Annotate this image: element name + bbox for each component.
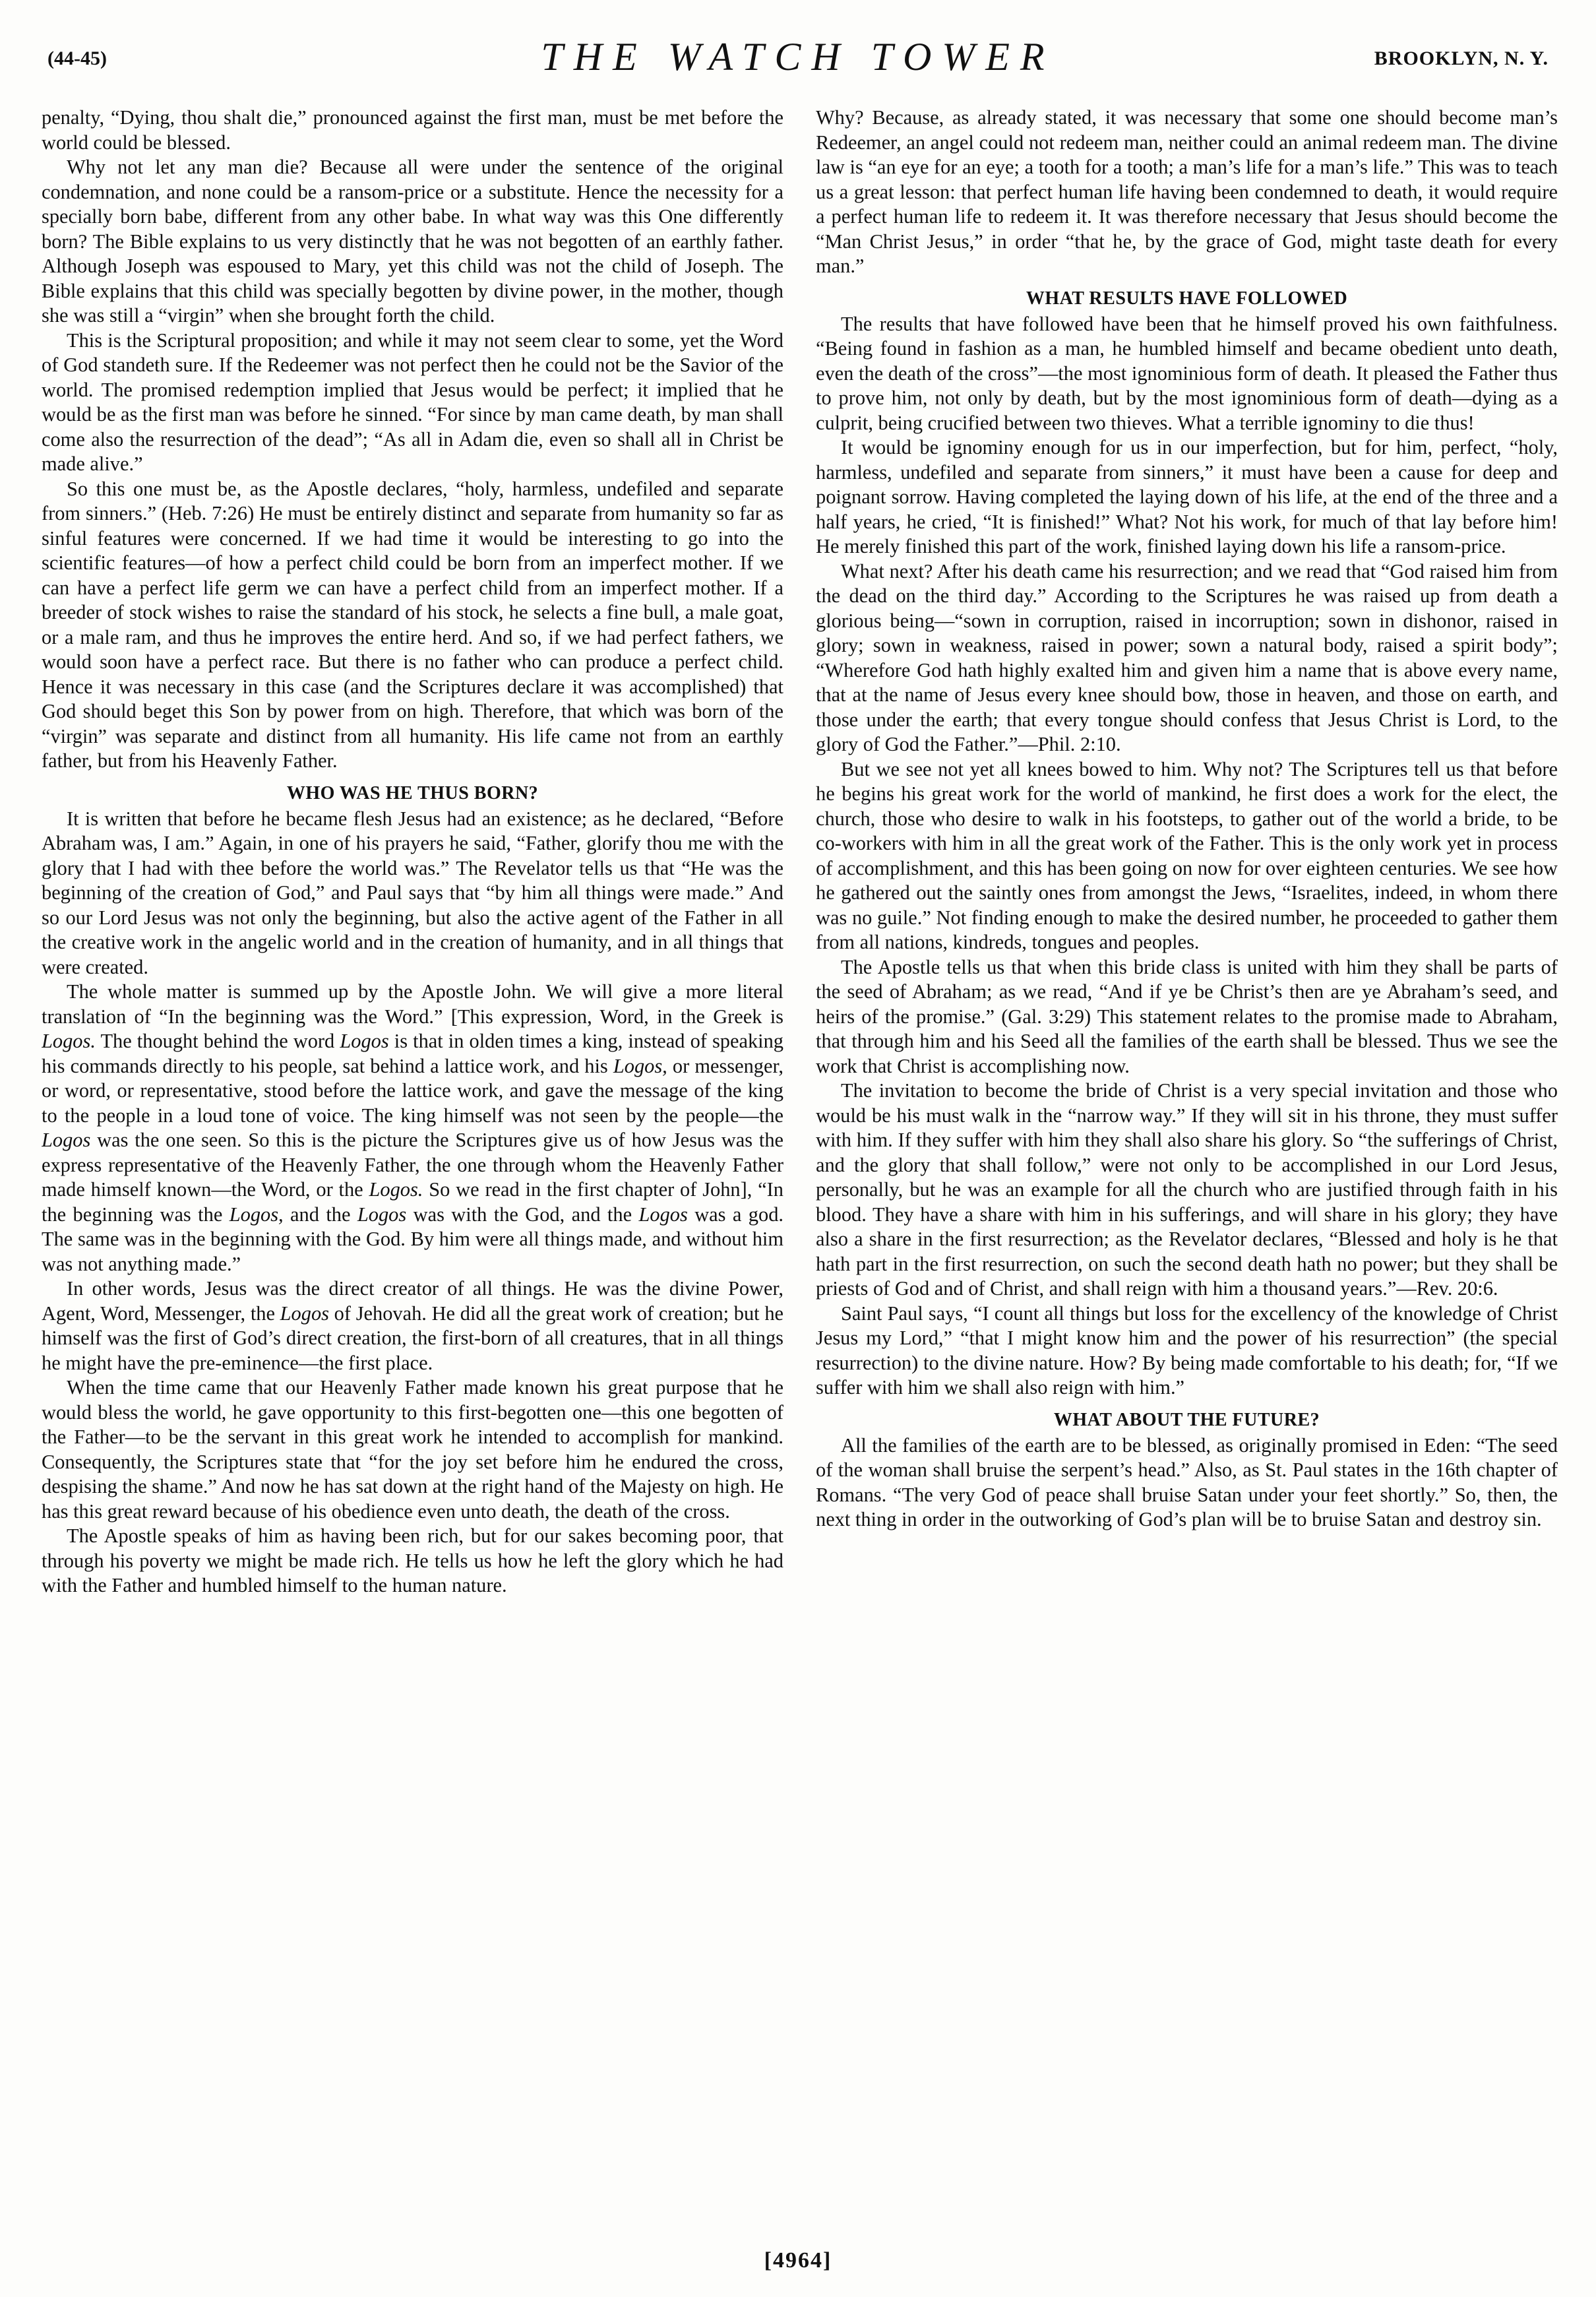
text-run: was a god. The same was in the beginning with the God. By him were all things made, and without him was not anything made.” bbox=[42, 1203, 783, 1275]
page-numbers: (44-45) bbox=[47, 47, 107, 69]
paragraph: The Apostle speaks of him as having been rich, but for our sakes becoming poor, that through his poverty we might be made rich. He tells us how he left the glory which he had with the Father and humbled himself to the human nature. bbox=[42, 1525, 783, 1596]
italic-term: Logos bbox=[280, 1302, 329, 1325]
text-run: and the bbox=[283, 1203, 357, 1226]
paragraph: When the time came that our Heavenly Father made known his great purpose that he would bless the world, he gave opportunity to this first-begotten one—this one begotten of the Father—to be the servant in this great work he intended to accomplish for mankind. Consequently, the Scriptures state that “for the joy set before him he endured the cross, despising the shame.” And now he has sat down at the right hand of the Majesty on high. He has this great reward because of his obedience even unto death, the death of the cross. bbox=[42, 1376, 783, 1523]
paragraph: But we see not yet all knees bowed to him. Why not? The Scriptures tell us that before he begins his great work for the world of mankind, he first does a work for the elect, the church, those who desire to walk in his footsteps, to gather out of the world a bride, to be co-workers with him in all the great work of the Father. This is the only work yet in process of accomplishment, and this has been going on now for over eighteen centuries. We see how he gathered out the saintly ones from amongst the Jews, “Israelites, indeed, in whom there was no guile.” Not finding enough to make the desired number, he proceeded to gather them from all nations, kindreds, tongues and peoples. bbox=[816, 757, 1558, 953]
italic-term: Logos bbox=[340, 1030, 389, 1052]
left-column bbox=[42, 106, 783, 2223]
text-run: or messenger, or word, or representative, stood before the lattice work, and gave the message of the king to the people in a loud tone of voice. The king himself was not seen by the people—the bbox=[42, 1054, 783, 1127]
publication-place: BROOKLYN, N. Y. bbox=[1374, 47, 1549, 69]
text-run: The thought behind the word bbox=[95, 1030, 340, 1052]
italic-term: Logos. bbox=[369, 1178, 423, 1201]
text-run: was with the God, and the bbox=[406, 1203, 639, 1226]
paragraph: What next? After his death came his resurrection; and we read that “God raised him from the dead on the third day.” According to the Scriptures he was raised up from death a glorious being—“sown in corruption, raised in incorruption; sown in dishonor, raised in glory; sown in weakness, raised in power; sown a natural body, raised a spirit body”; “Wherefore God hath highly exalted him and given him a name that is above every name, that at the name of Jesus every knee should bow, those in heaven, and those on earth, and those under the earth; that every tongue should confess that Jesus Christ is Lord, to the glory of God the Father.”—Phil. 2:10. bbox=[816, 559, 1558, 755]
paragraph: The results that have followed have been that he himself proved his own faithfulness. “Being found in fashion as a man, he humbled himself and became obedient unto death, even the death of the cross”—the most ignominious form of death. It pleased the Father thus to prove him, not only by death, but by the most ignominious form of death—dying as a culprit, being crucified between two thieves. What a terrible ignominy to die thus! bbox=[816, 312, 1558, 434]
paragraph: Why? Because, as already stated, it was necessary that some one should become man’s Redeemer, an angel could not redeem man, neither could an animal redeem man. The divine law is “an eye for an eye; a tooth for a tooth; a man’s life for a man’s life.” This was to teach us a great lesson: that perfect human life having been condemned to death, it would require a perfect human life to redeem it. It was therefore necessary that Jesus should become the “Man Christ Jesus,” in order “that he, by the grace of God, might taste death for every man.” bbox=[816, 106, 1558, 277]
text-run: is that in olden times a king, instead of speaking his commands directly to his people, sat behind a lattice work, and his bbox=[42, 1030, 783, 1077]
paragraph: The Apostle tells us that when this bride class is united with him they shall be parts of the seed of Abraham; as we read, “And if ye be Christ’s then are ye Abraham’s seed, and heirs of the promise.” (Gal. 3:29) This statement relates to the promise made to Abraham, that through him and his Seed all the families of the earth shall be blessed. Thus we see the work that Christ is accomplishing now. bbox=[816, 955, 1558, 1077]
section-heading: WHO WAS HE THUS BORN? bbox=[286, 782, 539, 803]
italic-term: Logos bbox=[638, 1203, 688, 1226]
page-header bbox=[40, 34, 1556, 82]
paragraph: Saint Paul says, “I count all things but loss for the excellency of the knowledge of Christ Jesus my Lord,” “that I might know him and the power of his resurrection” (the special resurrection) to the divine nature. How? By being made comfortable to his death; for, “If we suffer with him we shall also reign with him.” bbox=[816, 1302, 1558, 1399]
paragraph: It would be ignominy enough for us in our imperfection, but for him, perfect, “holy, harmless, undefiled and separate from sinners,” it must have been a cause for deep and poignant sorrow. Having completed the laying down of his life, at the end of the three and a half years, he cried, “It is finished!” What? Not his work, for much of that lay before him! He merely finished this part of the work, finished laying down his life a ransom-price. bbox=[816, 436, 1558, 557]
right-column bbox=[816, 106, 1558, 2223]
paragraph bbox=[42, 1276, 783, 1375]
paragraph: So this one must be, as the Apostle declares, “holy, harmless, undefiled and separate from sinners.” (Heb. 7:26) He must be entirely distinct and separate from humanity so far as sinful features were concerned. If we had time it would be interesting to go into the scientific features—of how a perfect child could be born from an imperfect mother. If we can have a perfect life germ we can have a perfect child from an imperfect mother. If a breeder of stock wishes to raise the standard of his stock, he selects a fine bull, a male goat, or a male ram, and thus he improves the entire herd. And so, if we had perfect fathers, we would soon have a perfect race. But there is no father who can produce a perfect child. Hence it was necessary in this case (and the Scriptures declare it was accomplished) that God should beget this Son by power from on high. Therefore, that which was born of the “virgin” was separate and distinct from all humanity. His life came not from an earthly father, but from his Heavenly Father. bbox=[42, 477, 783, 772]
section-heading: WHAT ABOUT THE FUTURE? bbox=[1053, 1409, 1320, 1430]
publication-title: THE WATCH TOWER bbox=[541, 35, 1055, 79]
text-run: of Jehovah. He did all the great work of creation; but he himself was the first of God’s direct creation, the first-born of all creatures, that in all things he might have the pre-eminence—the first place. bbox=[42, 1302, 783, 1374]
paragraph bbox=[42, 980, 783, 1276]
section-heading: WHAT RESULTS HAVE FOLLOWED bbox=[1026, 288, 1348, 309]
paragraph: Why not let any man die? Because all were under the sentence of the original condemnation, and none could be a ransom-price or a substitute. Hence the necessity for a specially born babe, different from any other babe. In what way was this One differently born? The Bible explains to us very distinctly that he was not begotten of an earthly father. Although Joseph was espoused to Mary, yet this child was not the child of Joseph. The Bible explains that this child was specially begotten by divine power, in the mother, though she was still a “virgin” when she brought forth the child. bbox=[42, 156, 783, 327]
italic-term: Logos. bbox=[42, 1030, 96, 1052]
text-run: So we read in the first chapter of John], “In the beginning was the bbox=[42, 1178, 783, 1226]
italic-term: Logos bbox=[357, 1203, 407, 1226]
text-run: In other words, Jesus was the direct creator of all things. He was the divine Power, Agent, Word, Messenger, the bbox=[42, 1277, 783, 1325]
text-run: The whole matter is summed up by the Apostle John. We will give a more literal translation of “In the beginning was the Word.” [This expression, Word, in the Greek is bbox=[42, 980, 783, 1028]
paragraph: It is written that before he became flesh Jesus had an existence; as he declared, “Before Abraham was, I am.” Again, in one of his prayers he said, “Father, glorify thou me with the glory that I had with thee before the world was.” The Revelator tells us that “He was the beginning of the creation of God,” and Paul says that “by him all things were made.” And so our Lord Jesus was not only the beginning, but also the active agent of the Father in all the creative work in the angelic world and in the creation of humanity, and in all things that were created. bbox=[42, 807, 783, 978]
text-run: was the one seen. So this is the picture the Scriptures give us of how Jesus was the express representative of the Heavenly Father, the one through whom the Heavenly Father made himself known—the Word, or the bbox=[42, 1129, 783, 1201]
italic-term: Logos, bbox=[613, 1054, 667, 1077]
page-number-footer: [4964] bbox=[764, 2248, 832, 2273]
paragraph: The invitation to become the bride of Christ is a very special invitation and those who would be his must walk in the “narrow way.” If they will sit in his throne, they must suffer with him. If they suffer with him they shall also share his glory. So “the sufferings of Christ, and the glory that shall follow,” were not only to be accomplished in our Lord Jesus, personally, but he was an example for all the church who are justified through faith in his blood. They have a share with him in his sufferings, and will share in his glory; they have also a share in the first resurrection; as the Revelator declares, “Blessed and holy is he that hath part in the first resurrection, on such the second death hath no power; but they shall be priests of God and of Christ, and shall reign with him a thousand years.”—Rev. 20:6. bbox=[816, 1079, 1558, 1300]
paragraph: penalty, “Dying, thou shalt die,” pronounced against the first man, must be met before the world could be blessed. bbox=[42, 106, 783, 154]
paragraph: This is the Scriptural proposition; and while it may not seem clear to some, yet the Word of God standeth sure. If the Redeemer was not perfect then he could not be the Savior of the world. The promised redemption implied that Jesus would be perfect; it implied that he would be as the first man was before he sinned. “For since by man came death, by man shall come also the resurrection of the dead”; “As all in Adam die, even so shall all in Christ be made alive.” bbox=[42, 329, 783, 475]
italic-term: Logos, bbox=[229, 1203, 284, 1226]
italic-term: Logos bbox=[42, 1129, 91, 1151]
paragraph: All the families of the earth are to be blessed, as originally promised in Eden: “The seed of the woman shall bruise the serpent’s head.” Also, as St. Paul states in the 16th chapter of Romans. “The very God of peace shall bruise Satan under your feet shortly.” So, then, the next thing in order in the outworking of God’s plan will be to bruise Satan and destroy sin. bbox=[816, 1433, 1558, 1530]
